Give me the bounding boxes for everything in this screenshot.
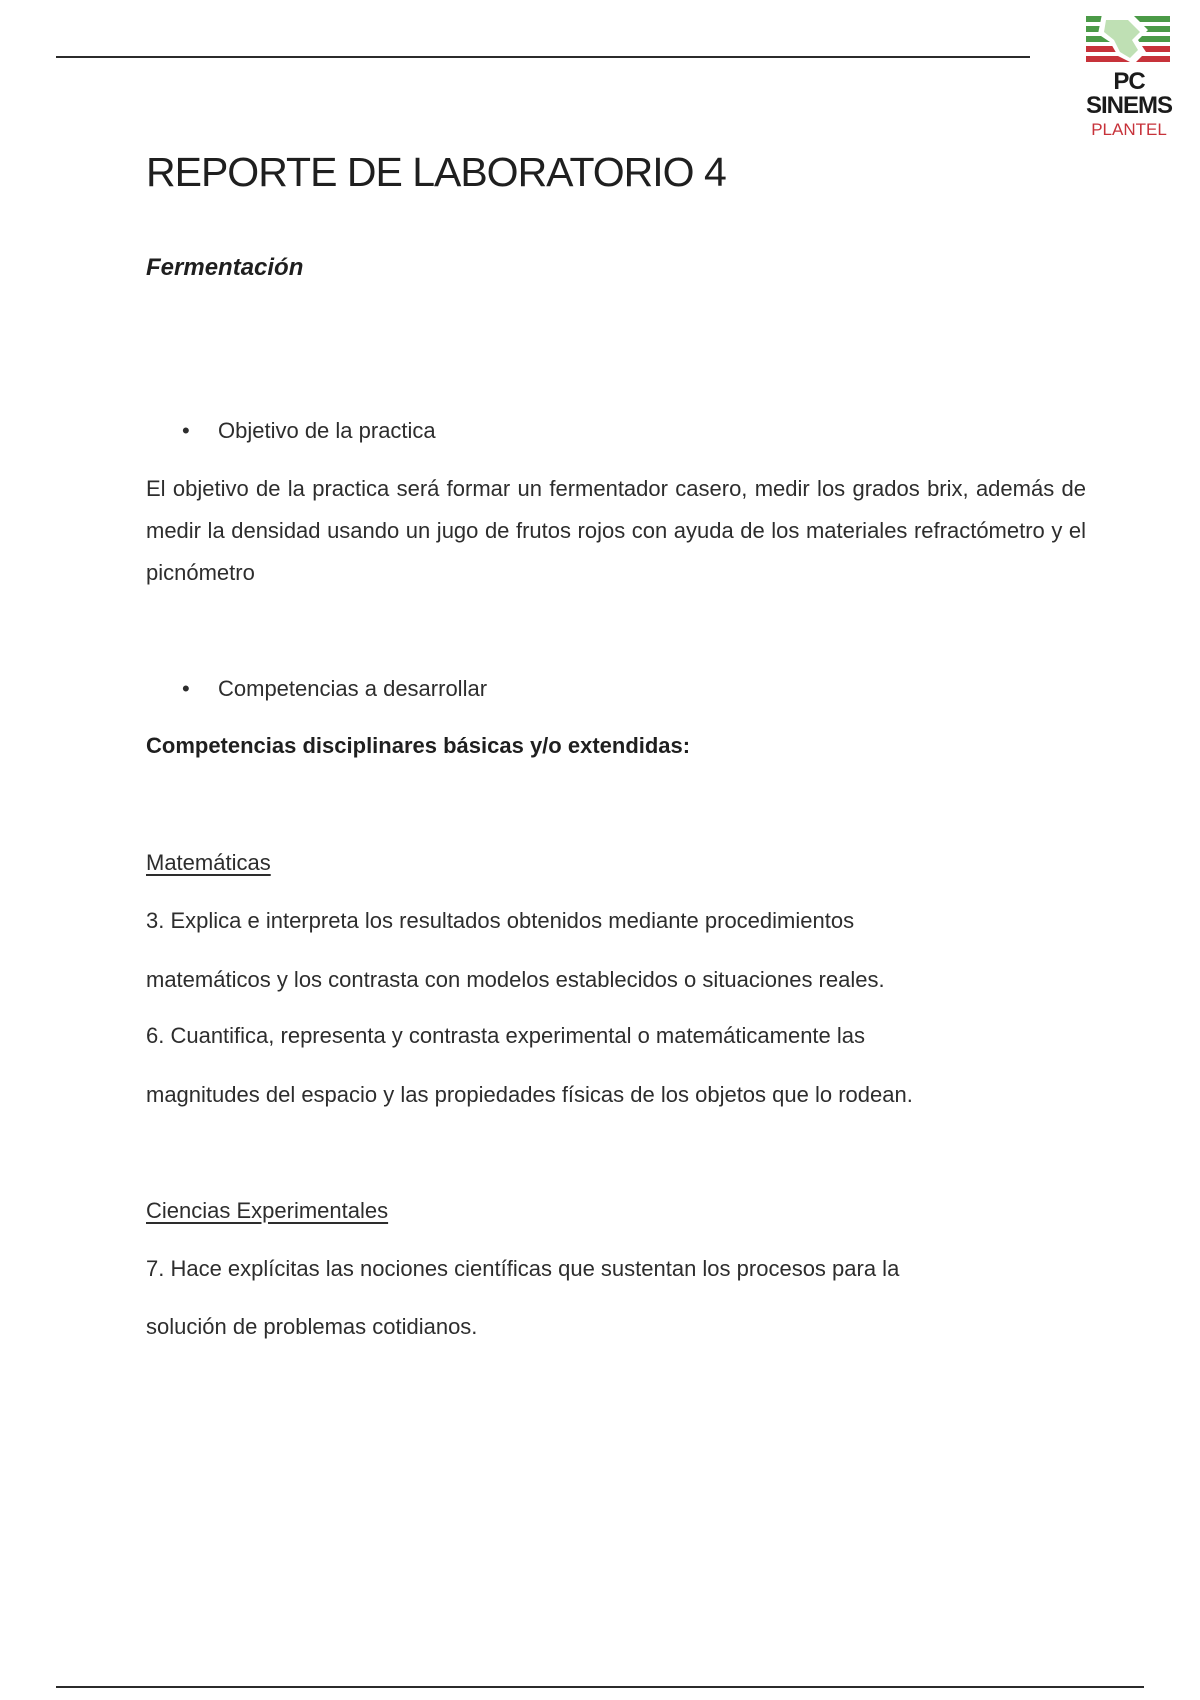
math-line: matemáticos y los contrasta con modelos establecidos o situaciones reales. bbox=[146, 967, 885, 992]
logo-text-pc: PC bbox=[1113, 68, 1145, 95]
logo-text-sinems: SINEMS bbox=[1085, 92, 1172, 119]
page-title: REPORTE DE LABORATORIO 4 bbox=[146, 149, 726, 195]
science-line: 7. Hace explícitas las nociones científicas que sustentan los procesos para la bbox=[146, 1256, 900, 1281]
objective-label: Objetivo de la practica bbox=[218, 418, 436, 443]
logo bbox=[1078, 10, 1180, 142]
math-section-label: Matemáticas bbox=[146, 850, 271, 875]
page-subtitle: Fermentación bbox=[146, 254, 304, 281]
math-line: 6. Cuantifica, representa y contrasta experimental o matemáticamente las bbox=[146, 1023, 866, 1048]
logo-mark-icon bbox=[1084, 12, 1172, 70]
science-section-label: Ciencias Experimentales bbox=[146, 1198, 389, 1223]
footer-rule bbox=[56, 1686, 1144, 1688]
bullet-icon: • bbox=[182, 418, 190, 443]
math-line: 3. Explica e interpreta los resultados obtenidos mediante procedimientos bbox=[146, 908, 855, 933]
objective-text: El objetivo de la practica será formar un fermentador casero, medir los grados brix, además de medir la densidad usando un jugo de frutos rojos con ayuda de los materiales refractómetro y el picnómetro bbox=[146, 476, 1086, 585]
header-rule bbox=[56, 56, 1030, 58]
math-line: magnitudes del espacio y las propiedades físicas de los objetos que lo rodean. bbox=[146, 1082, 913, 1107]
logo-text-plantel: PLANTEL bbox=[1091, 120, 1167, 139]
science-line: solución de problemas cotidianos. bbox=[146, 1314, 478, 1339]
competencies-heading: Competencias disciplinares básicas y/o extendidas: bbox=[146, 733, 691, 758]
bullet-icon: • bbox=[182, 676, 190, 701]
competencies-label: Competencias a desarrollar bbox=[218, 676, 488, 701]
